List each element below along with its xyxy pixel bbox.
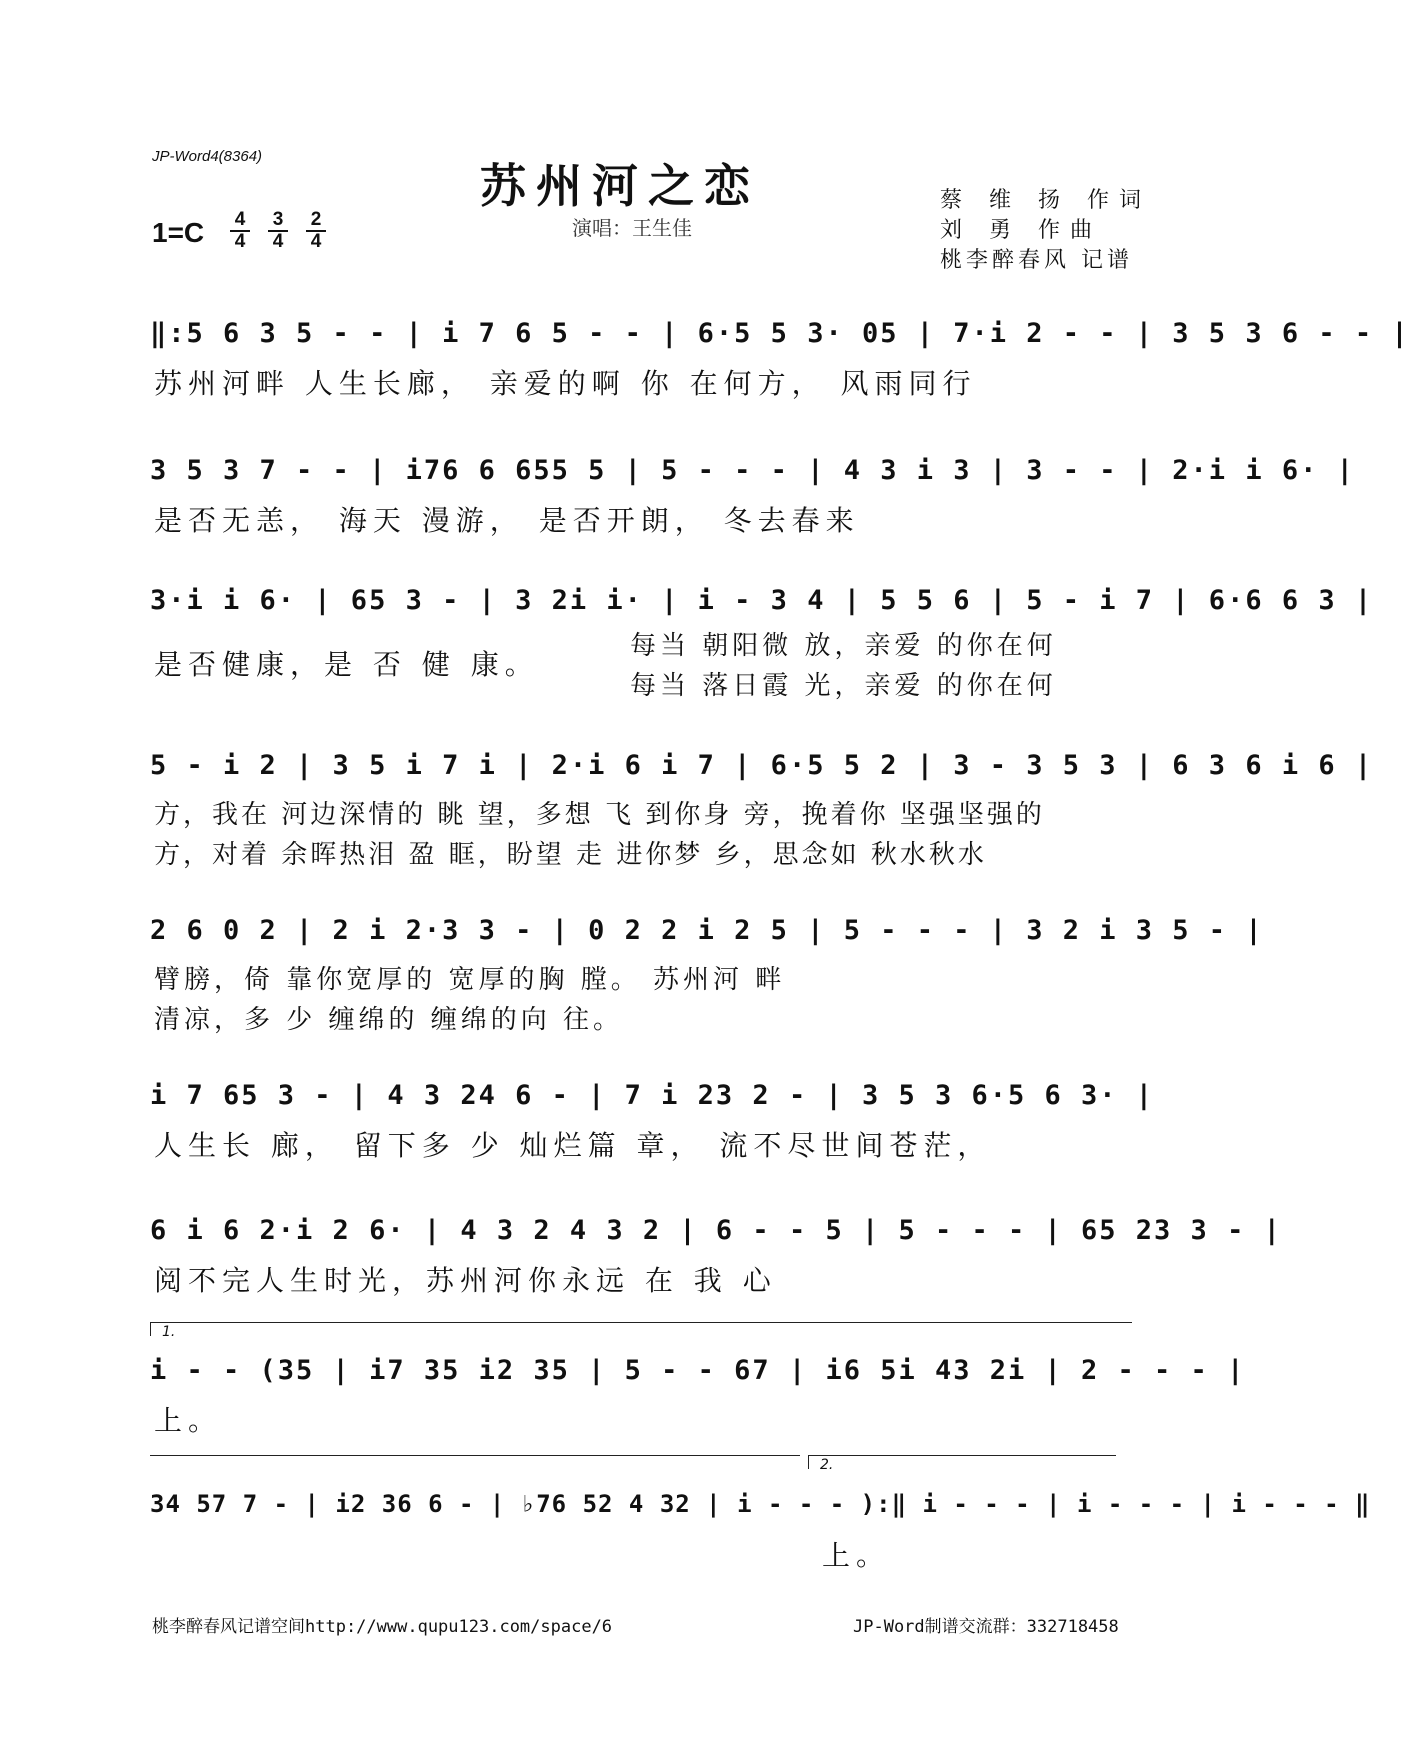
lyric-line: 是否无恙， 海天 漫游， 是否开朗， 冬去春来 xyxy=(154,504,860,537)
notation-line: i - - (35 | i7 35 i2 35 | 5 - - 67 | i6 5i 43 2i | 2 - - - | xyxy=(150,1355,1246,1386)
lyric-line-verse-1: 臂膀，倚 靠你宽厚的 宽厚的胸 膛。 苏州河 畔 xyxy=(154,965,786,995)
song-title: 苏州河之恋 xyxy=(480,159,760,213)
lyric-line-verse-1: 方，我在 河边深情的 眺 望，多想 飞 到你身 旁，挽着你 坚强坚强的 xyxy=(154,800,1045,830)
ts-bottom: 4 xyxy=(230,230,250,252)
volta-number-1: 1. xyxy=(162,1324,176,1340)
lyric-line: 人生长 廊， 留下多 少 灿烂篇 章， 流不尽世间苍茫， xyxy=(154,1129,992,1162)
footer-group-info: JP-Word制谱交流群：332718458 xyxy=(853,1617,1119,1637)
ts-top: 2 xyxy=(310,209,322,230)
lyric-line: 是否健康，是 否 健 康。 xyxy=(154,648,539,681)
verse-1-lyric: 每当 朝阳微 放，亲爱 的你在何 xyxy=(630,631,1057,661)
time-signature-3-4 xyxy=(268,210,288,252)
volta-number-2: 2. xyxy=(820,1457,834,1473)
lyric-line: 苏州河畔 人生长廊， 亲爱的啊 你 在何方， 风雨同行 xyxy=(154,367,977,400)
volta-bracket-1 xyxy=(150,1322,1132,1323)
lyricist-credit: 蔡 维 扬 作词 xyxy=(940,188,1151,213)
software-label: JP-Word4(8364) xyxy=(152,148,263,165)
ts-bottom: 4 xyxy=(306,230,326,252)
ts-top: 3 xyxy=(272,209,284,230)
lyric-line: 上。 xyxy=(822,1539,891,1572)
lyric-line: 阅不完人生时光，苏州河你永远 在 我 心 xyxy=(154,1264,777,1297)
notation-line: 34 57 7 - | i2 36 6 - | ♭76 52 4 32 | i - - - ):‖ i - - - | i - - - | i - - - ‖ xyxy=(150,1490,1371,1518)
lyric-line-verse-2: 方，对着 余晖热泪 盈 眶，盼望 走 进你梦 乡，思念如 秋水秋水 xyxy=(154,840,987,870)
footer-source-link[interactable]: 桃李醉春风记谱空间http://www.qupu123.com/space/6 xyxy=(152,1617,613,1637)
ts-top: 4 xyxy=(234,209,246,230)
volta-bracket-2-hook xyxy=(808,1455,809,1469)
time-signature-2-4 xyxy=(306,210,326,252)
notation-line: ‖:5 6 3 5 - - | i 7 6 5 - - | 6·5 5 3· 05 | 7·i 2 - - | 3 5 3 6 - - | xyxy=(150,318,1410,349)
lyric-line: 上。 xyxy=(154,1404,223,1437)
verse-2-lyric: 每当 落日霞 光，亲爱 的你在何 xyxy=(630,671,1057,701)
notation-line: i 7 65 3 - | 4 3 24 6 - | 7 i 23 2 - | 3 5 3 6·5 6 3· | xyxy=(150,1080,1155,1111)
lyric-line-verse-2: 清凉，多 少 缠绵的 缠绵的向 往。 xyxy=(154,1005,624,1035)
ts-bottom: 4 xyxy=(268,230,288,252)
notation-line: 6 i 6 2·i 2 6· | 4 3 2 4 3 2 | 6 - - 5 | 5 - - - | 65 23 3 - | xyxy=(150,1215,1282,1246)
notation-line: 3·i i 6· | 65 3 - | 3 2i i· | i - 3 4 | 5 5 6 | 5 - i 7 | 6·6 6 3 | xyxy=(150,585,1374,616)
composer-credit: 刘 勇 作曲 xyxy=(940,218,1102,243)
key-signature: 1=C xyxy=(152,217,205,248)
volta-bracket-1-hook xyxy=(150,1322,151,1336)
singer-label: 演唱：王生佳 xyxy=(572,216,692,240)
volta-bracket-line xyxy=(150,1455,800,1456)
notation-line: 2 6 0 2 | 2 i 2·3 3 - | 0 2 2 i 2 5 | 5 - - - | 3 2 i 3 5 - | xyxy=(150,915,1264,946)
notation-line: 3 5 3 7 - - | i76 6 655 5 | 5 - - - | 4 3 i 3 | 3 - - | 2·i i 6· | xyxy=(150,455,1355,486)
time-signature-4-4 xyxy=(230,210,250,252)
transcriber-credit: 桃李醉春风 记谱 xyxy=(940,248,1133,273)
volta-bracket-2 xyxy=(808,1455,1116,1456)
notation-line: 5 - i 2 | 3 5 i 7 i | 2·i 6 i 7 | 6·5 5 2 | 3 - 3 5 3 | 6 3 6 i 6 | xyxy=(150,750,1374,781)
